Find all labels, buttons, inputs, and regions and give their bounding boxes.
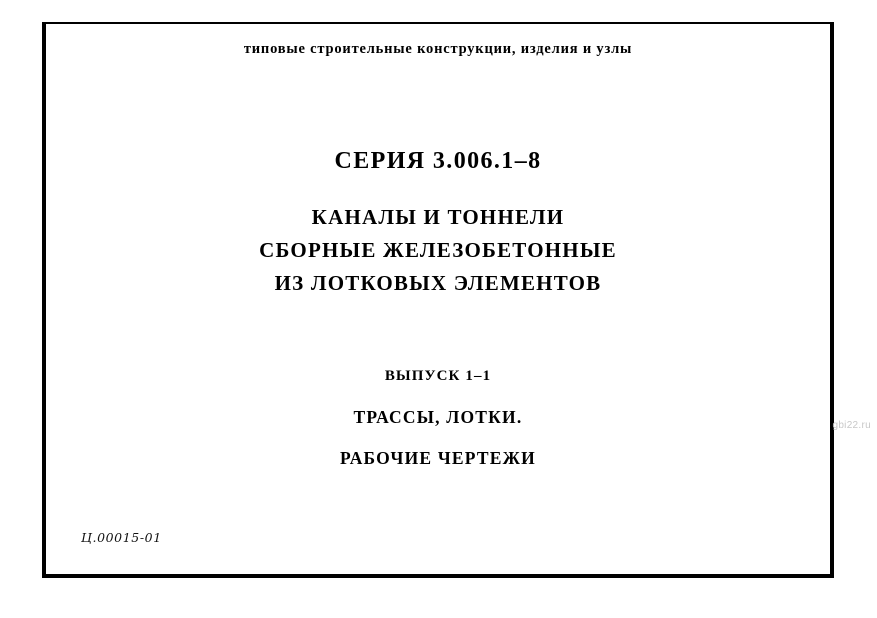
subject-line-3: ИЗ ЛОТКОВЫХ ЭЛЕМЕНТОВ (274, 271, 602, 296)
watermark-label: gbi22.ru (832, 420, 871, 431)
subject-line-1: КАНАЛЫ И ТОННЕЛИ (311, 205, 565, 229)
top-heading: типовые строительные конструкции, изделия и узлы (243, 41, 633, 57)
subject-line-2: СБОРНЫЕ ЖЕЛЕЗОБЕТОННЫЕ (259, 238, 617, 263)
issue-subtitle-1: ТРАССЫ, ЛОТКИ. (353, 407, 523, 427)
series-number: СЕРИЯ 3.006.1–8 (334, 148, 542, 174)
issue-block (43, 368, 833, 469)
issue-number: ВЫПУСК 1–1 (384, 368, 492, 384)
issue-subtitle-2: РАБОЧИЕ ЧЕРТЕЖИ (340, 448, 536, 468)
title-sheet-frame (42, 22, 834, 578)
title-sheet-content (43, 23, 833, 577)
document-code: Ц.00015-01 (81, 530, 162, 545)
subject-title (43, 201, 833, 301)
title-block (43, 148, 833, 301)
